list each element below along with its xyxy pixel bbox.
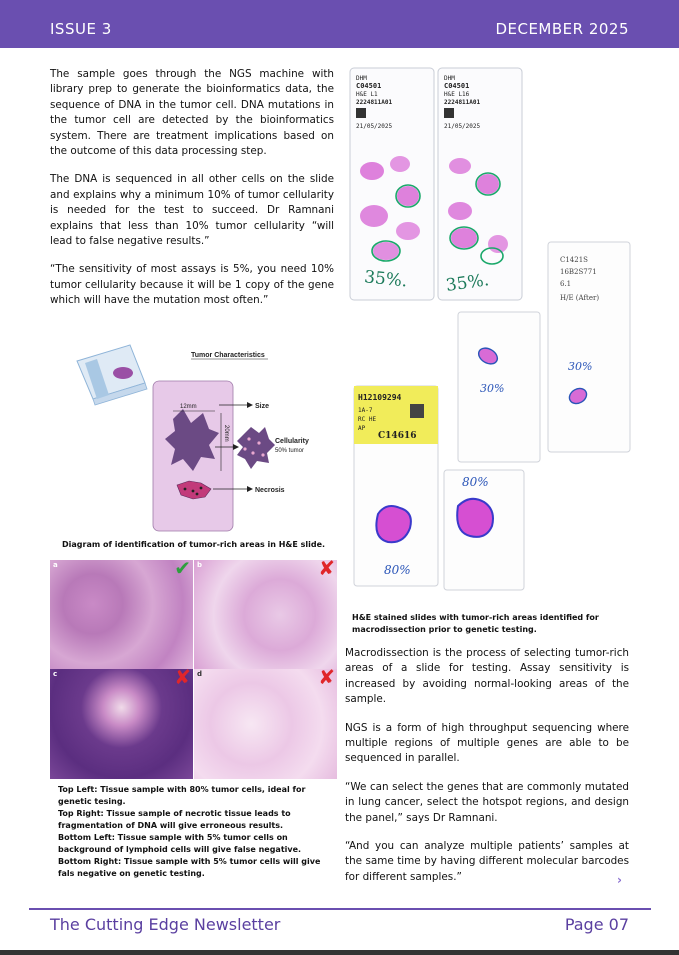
panel-letter: c (53, 670, 58, 678)
slide-label-line: 6.1 (560, 280, 572, 288)
caption-line: Top Left: Tissue sample with 80% tumor cells, ideal for genetic tesing. (58, 785, 306, 806)
height-label: 20mm (223, 425, 229, 442)
micrograph-caption (58, 784, 334, 880)
diagram-caption: Diagram of identification of tumor-rich areas in H&E slide. (62, 540, 326, 549)
paragraph: Macrodissection is the process of selecting tumor-rich areas of a slide for testing. Assay sensitivity is increased by avoiding normal-looking areas of the sample. (345, 647, 629, 706)
slide-label-line: 16B2S771 (560, 268, 597, 276)
caption-line: Bottom Left: Tissue sample with 5% tumor cells on background of lymphoid cells will give false negative. (58, 833, 302, 854)
slide-label-line: H&E L16 (444, 91, 470, 98)
handwritten-percent: 35%. (444, 270, 491, 296)
handwritten-percent: 35%. (363, 267, 409, 292)
bottom-edge (0, 950, 679, 955)
micrograph-panel-b (194, 556, 337, 670)
slide-2 (438, 68, 522, 300)
micrograph-panel-d (194, 665, 337, 779)
slide-5 (354, 386, 438, 586)
next-page-arrow-icon[interactable]: › (617, 873, 622, 887)
slide-label-line: C04501 (356, 82, 382, 90)
slide-label-line: 21/05/2025 (356, 123, 393, 130)
cross-icon: ✘ (318, 665, 335, 689)
diagram-title: Tumor Characteristics (191, 352, 265, 359)
quote-paragraph: “The sensitivity of most assays is 5%, you need 10% tumor cellularity because it will be 1 copy of the gene which will have the mutation most often.” (50, 263, 334, 307)
slide-label-line: RC HE (358, 416, 377, 423)
slide-label-line: H/E (After) (560, 294, 600, 302)
paragraph: NGS is a form of high throughput sequencing where multiple regions of multiple genes are able to be sequenced in parallel. (345, 721, 629, 765)
panel-letter: b (197, 561, 203, 569)
check-icon: ✔ (174, 556, 191, 580)
caption-line: Top Right: Tissue sample of necrotic tissue leads to fragmentation of DNA will give erroneous results. (58, 809, 291, 830)
handwritten-percent: 80% (462, 475, 489, 489)
slide-label-line: DHM (444, 75, 455, 82)
micrograph-panel-a (50, 556, 193, 670)
slide-label-line: H&E L1 (356, 91, 378, 98)
left-column-text (50, 67, 334, 322)
handwritten-percent: 80% (384, 563, 411, 577)
caption-line: Bottom Right: Tissue sample with 5% tumor cells will give fals negative on genetic testing. (58, 857, 321, 878)
necrosis-label: Necrosis (255, 487, 285, 494)
slide-label-line: DHM (356, 75, 367, 82)
micrograph-panel-c (50, 665, 193, 779)
panel-letter: d (197, 670, 203, 678)
quote-paragraph: “And you can analyze multiple patients’ samples at the same time by having different molecular barcodes for different samples.” (345, 840, 629, 883)
handwritten-percent: 30% (480, 382, 505, 395)
slide-1 (350, 68, 434, 300)
he-slides-photo (342, 66, 654, 604)
header-bar (0, 0, 679, 48)
slide-label-line: 2224811A01 (444, 99, 481, 106)
issue-date: DECEMBER 2025 (495, 20, 629, 38)
slide-label-line: H12109294 (358, 393, 402, 402)
cellularity-cluster (237, 427, 275, 469)
slide-label-line: 1A-7 (358, 407, 373, 414)
cellularity-value: 50% tumor (275, 448, 305, 454)
slide-label-line: 2224811A01 (356, 99, 393, 106)
paragraph: The DNA is sequenced in all other cells on the slide and explains why a minimum 10% of tumor cellularity is needed for the test to succeed. Dr Ramnani explains that less than 10% tumor cellularity “will lead to false negative results.” (50, 173, 334, 248)
paragraph: The sample goes through the NGS machine with library prep to generate the bioinformatics data, the sequence of DNA in the tumor cell. DNA mutations in the tumor cell are detected by the bioinformatics system. There are treatment implications based on the outcome of this data processing step. (50, 68, 334, 158)
tumor-characteristics-diagram (75, 343, 309, 533)
cellularity-label: Cellularity (275, 438, 309, 445)
slides-caption: H&E stained slides with tumor-rich areas identified for macrodissection prior to genetic testing. (352, 613, 599, 634)
slide-label-line: 21/05/2025 (444, 123, 481, 130)
slide-6 (444, 470, 524, 590)
issue-number: ISSUE 3 (50, 20, 112, 38)
cross-icon: ✘ (318, 556, 335, 580)
slide-4 (458, 312, 540, 462)
page-number: Page 07 (564, 915, 629, 934)
cross-icon: ✘ (174, 665, 191, 689)
width-label: 12mm (180, 404, 197, 410)
slide-3 (548, 242, 630, 452)
right-column-text (345, 646, 629, 898)
panel-letter: a (53, 561, 58, 569)
slide-illustration (77, 345, 147, 405)
quote-paragraph: “We can select the genes that are commonly mutated in lung cancer, select the hotspot regions, and design the panel,” says Dr Ramnani. (345, 780, 629, 824)
footer-divider (29, 908, 651, 910)
slide-label-line: C04501 (444, 82, 470, 90)
newsletter-name: The Cutting Edge Newsletter (50, 915, 281, 934)
slide-label-line: C1421S (560, 256, 588, 264)
slide-label-line: C14616 (378, 431, 417, 441)
size-label: Size (255, 403, 270, 410)
handwritten-percent: 30% (568, 360, 593, 373)
slide-label-line: AP (358, 425, 366, 432)
